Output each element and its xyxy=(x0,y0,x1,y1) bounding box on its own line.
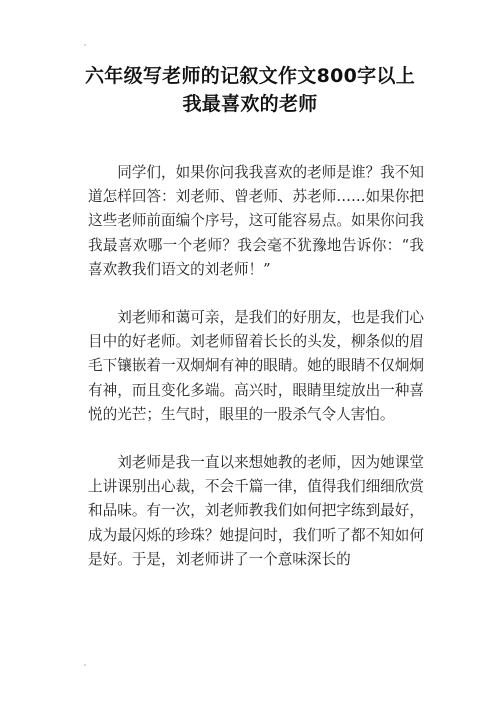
corner-mark xyxy=(84,44,86,46)
corner-mark xyxy=(84,664,86,666)
document-title: 六年级写老师的记叙文作文800字以上 我最喜欢的老师 xyxy=(84,65,416,115)
paragraph-2: 刘老师和蔼可亲，是我们的好朋友，也是我们心目中的好老师。刘老师留着长长的头发，柳条似的眉毛下镶嵌着一双炯炯有神的眼睛。她的眼睛不仅炯炯有神，而且变化多端。高兴时，眼睛里绽放出一种喜悦的光芒；生气时，眼里的一股杀气令人害怕。 xyxy=(88,309,424,423)
paragraph-3: 刘老师是我一直以来想她教的老师，因为她课堂上讲课别出心裁，不会千篇一律，值得我们细细欣赏和品味。有一次，刘老师教我们如何把字练到最好，成为最闪烁的珍珠？她提问时，我们听了都不知如何是好。于是，刘老师讲了一个意味深长的 xyxy=(88,454,424,568)
document-body xyxy=(88,161,424,596)
paragraph-1: 同学们，如果你问我我喜欢的老师是谁？我不知道怎样回答：刘老师、曾老师、苏老师……如果你把这些老师前面编个序号，这可能容易点。如果你问我我最喜欢哪一个老师？我会毫不犹豫地告诉你：“我喜欢教我们语文的刘老师！” xyxy=(88,164,424,278)
